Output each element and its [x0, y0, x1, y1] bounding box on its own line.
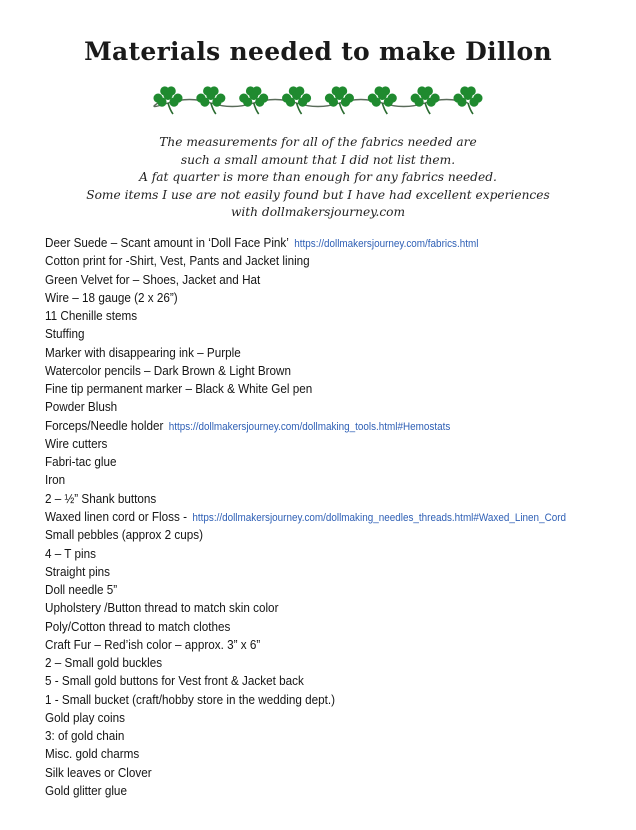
- material-item: [45, 398, 567, 416]
- material-text: Misc. gold charms: [45, 746, 140, 762]
- shamrock-icon: [453, 86, 482, 114]
- material-text: Fine tip permanent marker – Black & White Gel pen: [45, 381, 313, 397]
- material-item: [45, 691, 567, 709]
- material-text: 11 Chenille stems: [45, 308, 138, 324]
- material-text: Fabri-tac glue: [45, 454, 117, 470]
- material-text: 4 – T pins: [45, 545, 96, 561]
- material-text: 2 – ½” Shank buttons: [45, 490, 157, 506]
- material-text: Iron: [45, 472, 66, 488]
- material-text: Waxed linen cord or Floss -: [45, 508, 187, 524]
- intro-note: [20, 134, 616, 222]
- material-text: Forceps/Needle holder: [45, 417, 164, 433]
- material-text: Straight pins: [45, 563, 111, 579]
- material-text: Wire cutters: [45, 435, 108, 451]
- materials-list: [45, 234, 625, 800]
- shamrock-icon: [153, 86, 182, 114]
- material-item: [45, 581, 567, 599]
- intro-line: A fat quarter is more than enough for any fabrics needed.: [139, 170, 497, 184]
- supplier-link[interactable]: https://dollmakersjourney.com/dollmaking_needles_threads.html#Waxed_Linen_Cord: [192, 511, 567, 524]
- material-item: [45, 490, 567, 508]
- material-text: Craft Fur – Red’ish color – approx. 3” x 6”: [45, 636, 261, 652]
- supplier-link[interactable]: https://dollmakersjourney.com/fabrics.html: [294, 238, 479, 250]
- material-item: [45, 636, 567, 654]
- material-text: Powder Blush: [45, 399, 118, 415]
- material-item: [45, 234, 567, 252]
- material-text: Gold play coins: [45, 709, 126, 725]
- material-item: [45, 599, 567, 617]
- material-item: [45, 325, 567, 343]
- material-text: Green Velvet for – Shoes, Jacket and Hat: [45, 271, 261, 287]
- shamrock-vine-decoration: [148, 74, 488, 124]
- material-text: Watercolor pencils – Dark Brown & Light Brown: [45, 362, 292, 378]
- material-text: Deer Suede – Scant amount in ‘Doll Face Pink’: [45, 235, 289, 250]
- material-text: Cotton print for -Shirt, Vest, Pants and Jacket lining: [45, 253, 310, 269]
- material-text: Wire – 18 gauge (2 x 26”): [45, 289, 178, 305]
- material-item: [45, 672, 567, 690]
- material-item: [45, 745, 567, 763]
- material-item: [45, 289, 567, 307]
- material-text: Gold glitter glue: [45, 782, 127, 798]
- intro-line: with dollmakersjourney.com: [230, 205, 406, 219]
- material-item: [45, 654, 567, 672]
- material-text: Doll needle 5”: [45, 582, 118, 598]
- material-text: Poly/Cotton thread to match clothes: [45, 618, 231, 634]
- shamrock-icon: [325, 86, 354, 114]
- material-item: [45, 362, 567, 380]
- shamrock-icon: [411, 86, 440, 114]
- material-item: [45, 508, 567, 526]
- material-text: 5 - Small gold buttons for Vest front & Jacket back: [45, 673, 304, 689]
- shamrock-icon: [239, 86, 268, 114]
- material-text: Stuffing: [45, 326, 85, 342]
- shamrock-icon: [368, 86, 397, 114]
- shamrock-border: [0, 74, 636, 124]
- material-item: [45, 453, 567, 471]
- material-item: [45, 545, 567, 563]
- page-title: Materials needed to make Dillon: [84, 36, 552, 66]
- intro-line: The measurements for all of the fabrics needed are: [159, 135, 477, 149]
- material-item: [45, 380, 567, 398]
- material-text: 1 - Small bucket (craft/hobby store in the wedding dept.): [45, 691, 336, 707]
- material-text: 2 – Small gold buckles: [45, 655, 163, 671]
- shamrock-icon: [196, 86, 225, 114]
- material-item: [45, 727, 567, 745]
- material-item: [45, 709, 567, 727]
- material-item: [45, 782, 567, 800]
- intro-line: such a small amount that I did not list them.: [180, 152, 456, 167]
- material-item: [45, 471, 567, 489]
- material-text: Small pebbles (approx 2 cups): [45, 527, 204, 543]
- material-text: 3: of gold chain: [45, 728, 125, 744]
- material-item: [45, 252, 567, 270]
- material-item: [45, 526, 567, 544]
- material-item: [45, 563, 567, 581]
- supplier-link[interactable]: https://dollmakersjourney.com/dollmaking_tools.html#Hemostats: [168, 420, 451, 433]
- shamrock-icon: [282, 86, 311, 114]
- material-item: [45, 417, 567, 435]
- material-item: [45, 764, 567, 782]
- material-text: Marker with disappearing ink – Purple: [45, 344, 241, 360]
- material-item: [45, 307, 567, 325]
- material-text: Upholstery /Button thread to match skin color: [45, 600, 279, 616]
- material-item: [45, 618, 567, 636]
- material-item: [45, 344, 567, 362]
- material-item: [45, 271, 567, 289]
- material-item: [45, 435, 567, 453]
- intro-line: Some items I use are not easily found but I have had excellent experiences: [86, 187, 550, 202]
- material-text: Silk leaves or Clover: [45, 764, 152, 780]
